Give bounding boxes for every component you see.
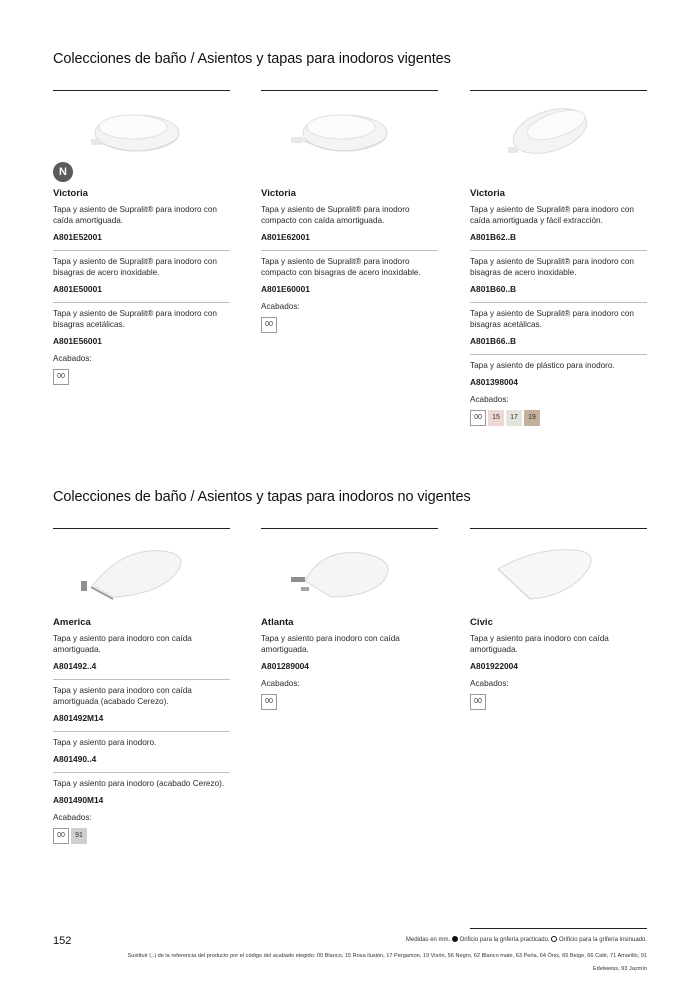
finish-swatch: 00 xyxy=(53,369,69,385)
product-item xyxy=(53,731,230,764)
product-item xyxy=(261,250,438,294)
item-description: Tapa y asiento de plástico para inodoro. xyxy=(470,361,615,370)
item-reference: A801398004 xyxy=(470,377,518,387)
divider xyxy=(470,90,647,91)
finish-swatch: 00 xyxy=(53,828,69,844)
product-item xyxy=(53,302,230,346)
product-column xyxy=(261,90,438,333)
product-name: Atlanta xyxy=(261,617,294,628)
item-description: Tapa y asiento de Supralit® para inodoro con caída amortiguada. xyxy=(53,205,217,225)
item-reference: A801490..4 xyxy=(53,754,97,764)
finishes-label: Acabados: xyxy=(53,354,92,363)
product-item xyxy=(261,204,438,242)
item-description: Tapa y asiento de Supralit® para inodoro con bisagras acetálicas. xyxy=(53,309,217,329)
finish-code-line: Sustituir (..) de la referencia del producto por el código del acabado elegido: 00 Blanco, 15 Rosa ilusión, 17 Pergamon, 19 Visón, 56 Negro, 62 Blanco mate, 63 Perla, 64 Ónix, 65 Beige, 66 Café, 71 Amarillo, 91 xyxy=(127,953,647,959)
toilet-seat-image xyxy=(470,537,647,607)
finish-swatches xyxy=(261,317,438,333)
footer-divider xyxy=(470,928,647,929)
item-reference: A801289004 xyxy=(261,661,309,671)
item-reference: A801B66..B xyxy=(470,336,517,346)
finish-swatches xyxy=(470,694,647,710)
item-description: Tapa y asiento de Supralit® para inodoro con bisagras de acero inoxidable. xyxy=(470,257,634,277)
divider xyxy=(53,528,230,529)
item-description: Tapa y asiento para inodoro con caída amortiguada. xyxy=(53,634,192,654)
product-item xyxy=(53,250,230,294)
item-description: Tapa y asiento para inodoro (acabado Cerezo). xyxy=(53,779,225,788)
item-description: Tapa y asiento para inodoro. xyxy=(53,738,157,747)
finish-swatches xyxy=(53,369,230,385)
product-column xyxy=(261,528,438,710)
product-item xyxy=(261,633,438,671)
item-reference: A801490M14 xyxy=(53,795,104,805)
product-item xyxy=(53,204,230,242)
product-name: Victoria xyxy=(470,188,506,199)
filled-circle-icon xyxy=(452,936,458,942)
product-item xyxy=(53,772,230,805)
product-name: Civic xyxy=(470,617,493,628)
item-description: Tapa y asiento para inodoro con caída amortiguada (acabado Cerezo). xyxy=(53,686,192,706)
finish-swatch: 91 xyxy=(71,828,87,844)
divider xyxy=(53,90,230,91)
item-reference: A801E52001 xyxy=(53,232,102,242)
legend-empty-text: Orificio para la grifería insinuado. xyxy=(558,937,647,943)
item-description: Tapa y asiento de Supralit® para inodoro compacto con bisagras de acero inoxidable. xyxy=(261,257,421,277)
section-title-discontinued: Colecciones de baño / Asientos y tapas para inodoros no vigentes xyxy=(53,489,471,505)
product-name: Victoria xyxy=(53,188,89,199)
legend-prefix: Medidas en mm. xyxy=(405,937,451,943)
item-reference: A801922004 xyxy=(470,661,518,671)
finish-code-line: Edelweiss, 93 Jazmín xyxy=(592,966,647,972)
finish-swatch: 15 xyxy=(488,410,504,426)
finish-swatches xyxy=(261,694,438,710)
item-description: Tapa y asiento de Supralit® para inodoro compacto con caída amortiguada. xyxy=(261,205,410,225)
legend xyxy=(406,936,647,943)
empty-circle-icon xyxy=(551,936,557,942)
finishes-label: Acabados: xyxy=(470,395,509,404)
finish-swatch: 19 xyxy=(524,410,540,426)
toilet-seat-image xyxy=(53,99,230,178)
finish-swatch: 00 xyxy=(261,317,277,333)
product-item xyxy=(53,633,230,671)
finishes-label: Acabados: xyxy=(53,813,92,822)
finish-swatch: 17 xyxy=(506,410,522,426)
finish-code-note xyxy=(47,950,647,976)
item-reference: A801E50001 xyxy=(53,284,102,294)
item-reference: A801492..4 xyxy=(53,661,97,671)
item-description: Tapa y asiento de Supralit® para inodoro con caída amortiguada y fácil extracción. xyxy=(470,205,634,225)
finish-swatch: 00 xyxy=(261,694,277,710)
finish-swatch: 00 xyxy=(470,410,486,426)
product-name: America xyxy=(53,617,91,628)
item-reference: A801B60..B xyxy=(470,284,517,294)
legend-full-text: Orificio para la grifería practicado. xyxy=(459,937,550,943)
item-description: Tapa y asiento para inodoro con caída amortiguada. xyxy=(470,634,609,654)
finish-swatches xyxy=(53,828,230,844)
item-reference: A801E60001 xyxy=(261,284,310,294)
product-item xyxy=(470,633,647,671)
product-item xyxy=(470,354,647,387)
product-column xyxy=(470,90,647,426)
product-item xyxy=(470,302,647,346)
toilet-seat-image xyxy=(470,99,647,167)
product-column xyxy=(53,528,230,844)
item-reference: A801E62001 xyxy=(261,232,310,242)
divider xyxy=(470,528,647,529)
divider xyxy=(261,528,438,529)
finishes-label: Acabados: xyxy=(470,679,509,688)
finish-swatches xyxy=(470,410,647,426)
product-name: Victoria xyxy=(261,188,297,199)
product-column xyxy=(53,90,230,385)
finishes-label: Acabados: xyxy=(261,302,300,311)
toilet-seat-image xyxy=(53,537,230,607)
item-reference: A801B62..B xyxy=(470,232,517,242)
toilet-seat-image xyxy=(261,99,438,167)
product-item xyxy=(470,250,647,294)
product-item xyxy=(470,204,647,242)
item-description: Tapa y asiento para inodoro con caída amortiguada. xyxy=(261,634,400,654)
divider xyxy=(261,90,438,91)
new-badge: N xyxy=(53,162,73,182)
product-item xyxy=(53,679,230,723)
page-number: 152 xyxy=(53,935,72,947)
toilet-seat-image xyxy=(261,537,438,607)
product-column xyxy=(470,528,647,710)
item-reference: A801E56001 xyxy=(53,336,102,346)
finish-swatch: 00 xyxy=(470,694,486,710)
item-description: Tapa y asiento de Supralit® para inodoro con bisagras de acero inoxidable. xyxy=(53,257,217,277)
item-reference: A801492M14 xyxy=(53,713,104,723)
finishes-label: Acabados: xyxy=(261,679,300,688)
item-description: Tapa y asiento de Supralit® para inodoro con bisagras acetálicas. xyxy=(470,309,634,329)
section-title-current: Colecciones de baño / Asientos y tapas para inodoros vigentes xyxy=(53,51,451,67)
